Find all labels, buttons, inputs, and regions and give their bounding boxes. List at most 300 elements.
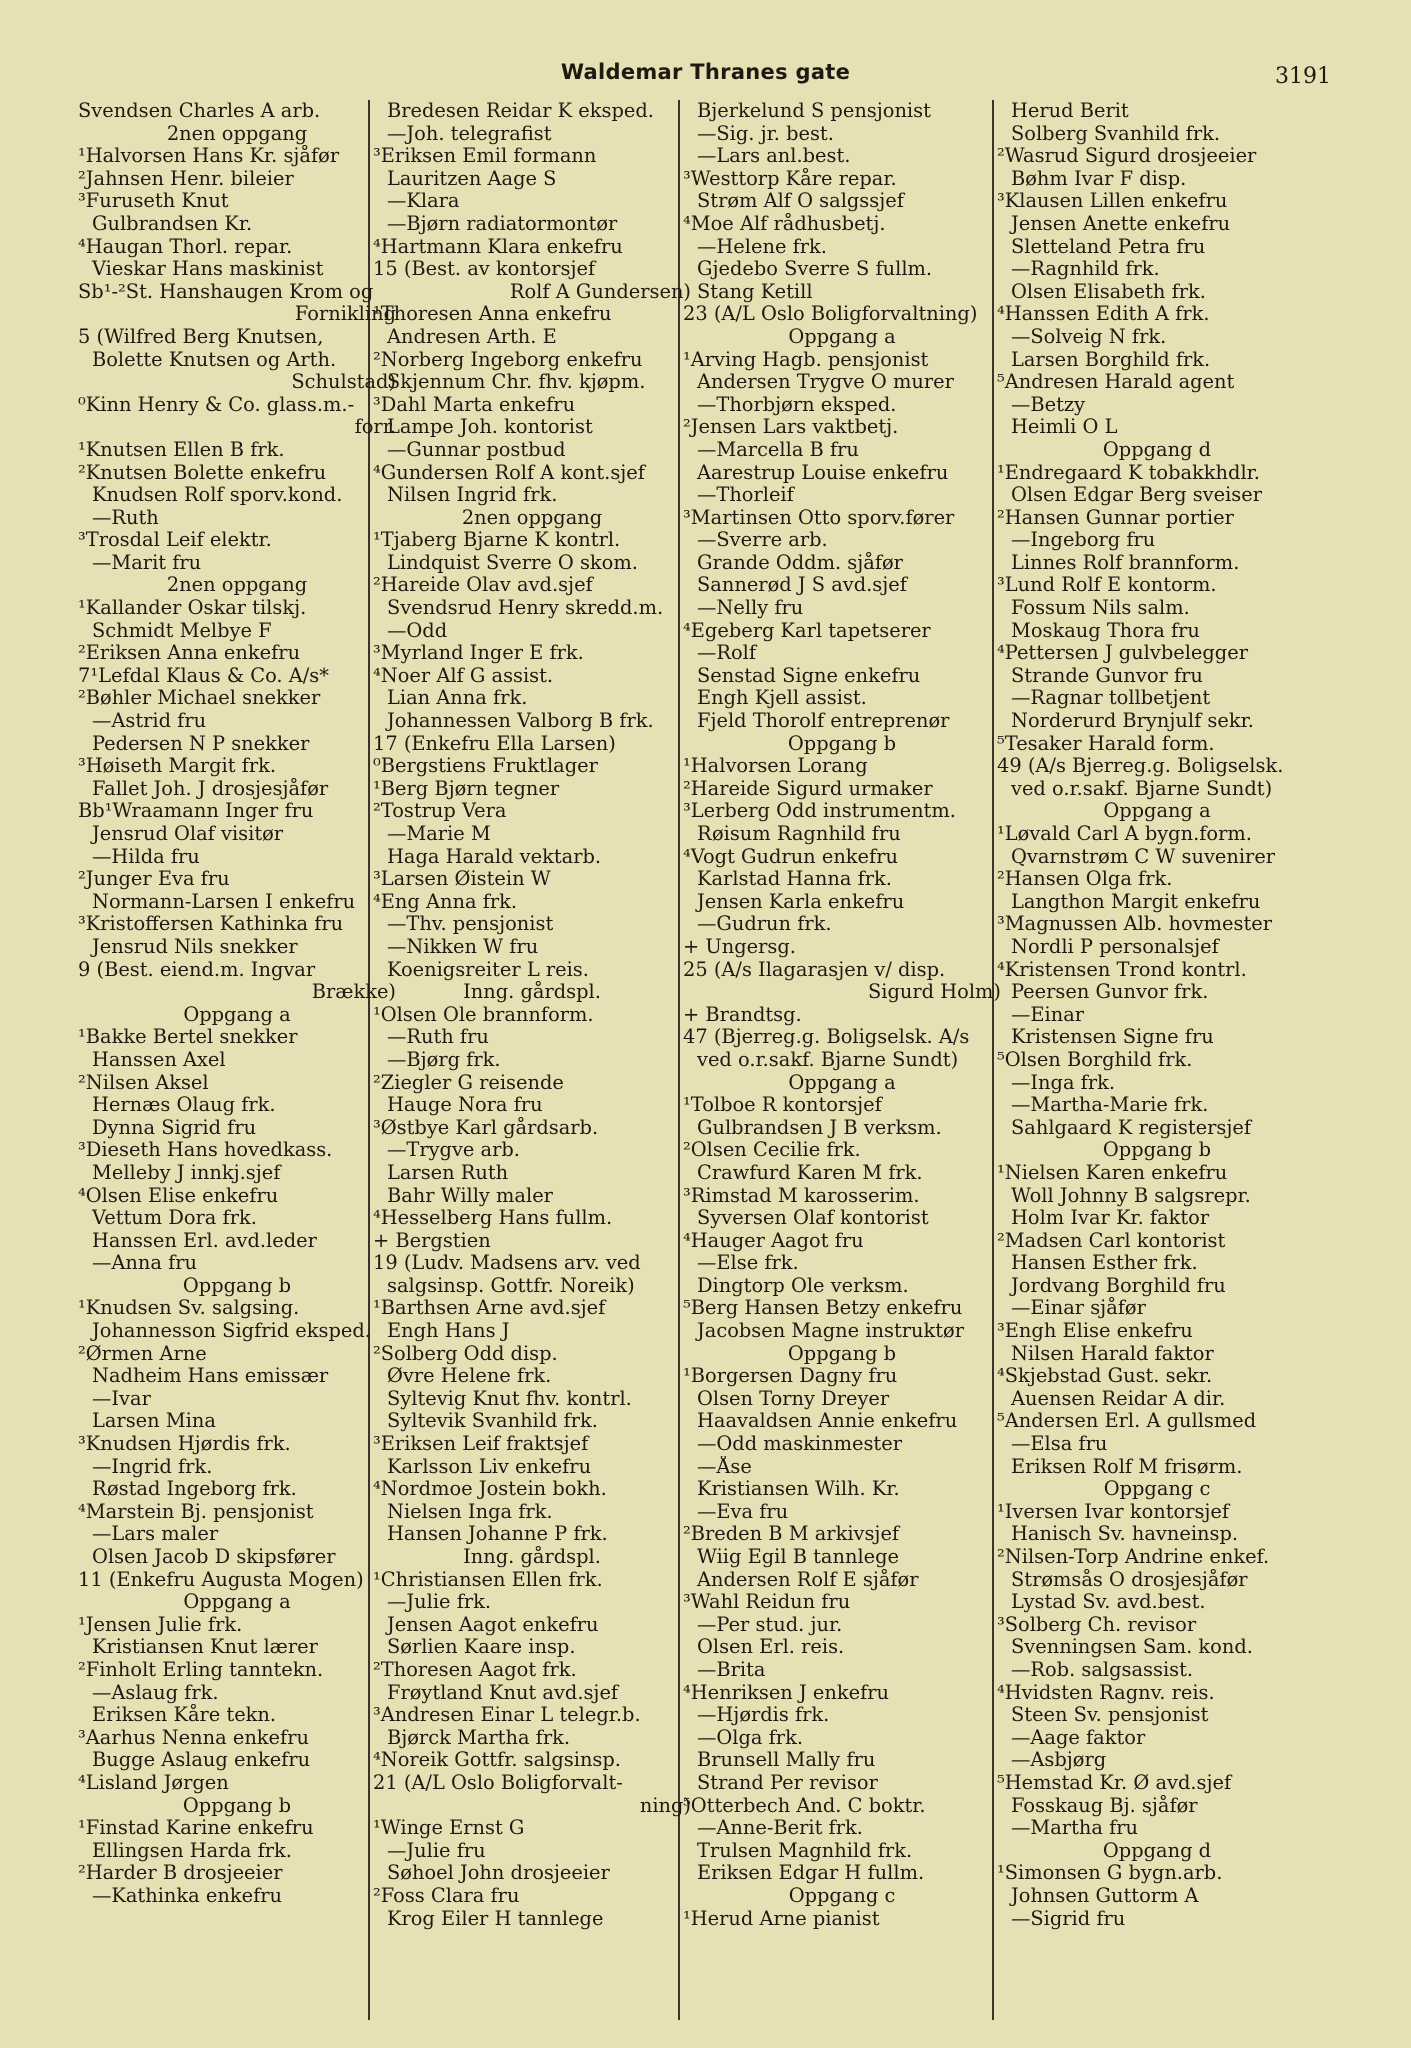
directory-entry: ⁴Hauger Aagot fru xyxy=(683,1229,864,1252)
directory-entry: ved o.r.sakf. Bjarne Sundt) xyxy=(1011,777,1273,800)
directory-column-2 xyxy=(373,100,691,2015)
directory-entry: Rolf A Gundersen) xyxy=(509,280,691,303)
directory-entry: Lauritzen Aage S xyxy=(387,167,557,190)
directory-entry: Eriksen Rolf M frisørm. xyxy=(1011,1455,1243,1478)
directory-entry: ¹Halvorsen Hans Kr. sjåfør xyxy=(78,145,340,168)
directory-entry: ⁴Hanssen Edith A frk. xyxy=(997,303,1210,326)
directory-entry: Olsen Torny Dreyer xyxy=(697,1387,890,1410)
directory-entry: ²Madsen Carl kontorist xyxy=(997,1229,1226,1252)
directory-entry: Engh Kjell assist. xyxy=(697,687,867,710)
directory-entry: ²Harder B drosjeeier xyxy=(78,1862,283,1885)
directory-entry: Woll Johnny B salgsrepr. xyxy=(1011,1184,1251,1207)
directory-entry: ³Østbye Karl gårdsarb. xyxy=(373,1116,599,1139)
directory-entry: Steen Sv. pensjonist xyxy=(1011,1704,1209,1727)
directory-entry: —Eva fru xyxy=(697,1500,789,1523)
directory-entry: ³Klausen Lillen enkefru xyxy=(997,190,1228,213)
directory-entry: ²Hansen Gunnar portier xyxy=(997,506,1234,529)
directory-entry: Strøm Alf O salgssjef xyxy=(697,190,904,213)
directory-entry: Oppgang a xyxy=(1103,800,1211,823)
directory-entry: Karlstad Hanna frk. xyxy=(697,868,892,891)
directory-entry: —Aage faktor xyxy=(1011,1726,1146,1749)
directory-entry: Koenigsreiter L reis. xyxy=(387,958,589,981)
directory-entry: Normann-Larsen I enkefru xyxy=(92,890,356,913)
directory-entry: Lystad Sv. avd.best. xyxy=(1011,1591,1206,1614)
directory-entry: Grande Oddm. sjåfør xyxy=(697,551,903,574)
directory-entry: ³Magnussen Alb. hovmester xyxy=(997,913,1273,936)
directory-entry: ⁴Eng Anna frk. xyxy=(373,890,518,913)
directory-entry: ¹Iversen Ivar kontorsjef xyxy=(997,1500,1230,1523)
directory-entry: ¹Nielsen Karen enkefru xyxy=(997,1161,1228,1184)
directory-entry: Hanssen Axel xyxy=(92,1048,226,1071)
directory-entry: Røisum Ragnhild fru xyxy=(697,823,901,845)
directory-entry: —Betzy xyxy=(1011,393,1086,416)
directory-entry: —Rob. salgsassist. xyxy=(1011,1658,1194,1681)
directory-entry: Bøhm Ivar F disp. xyxy=(1011,167,1187,190)
directory-entry: ¹Barthsen Arne avd.sjef xyxy=(373,1297,606,1320)
directory-entry: —Solveig N frk. xyxy=(1011,325,1167,348)
directory-entry: ⁵Berg Hansen Betzy enkefru xyxy=(683,1297,963,1320)
directory-entry: ³Engh Elise enkefru xyxy=(997,1320,1193,1343)
directory-entry: ⁵Andersen Erl. A gullsmed xyxy=(997,1410,1257,1433)
directory-entry: —Ruth fru xyxy=(387,1026,489,1049)
directory-entry: Nordli P personalsjef xyxy=(1011,935,1219,958)
directory-entry: Olsen Elisabeth frk. xyxy=(1011,280,1206,303)
directory-entry: ²Eriksen Anna enkefru xyxy=(78,642,301,665)
directory-entry: Hauge Nora fru xyxy=(387,1094,543,1117)
directory-entry: + Ungersg. xyxy=(683,935,796,958)
directory-entry: ⁴Egeberg Karl tapetserer xyxy=(683,619,931,642)
directory-entry: Johnsen Guttorm A xyxy=(1011,1884,1199,1907)
directory-entry: 9 (Best. eiend.m. Ingvar xyxy=(78,958,316,981)
directory-entry: ¹Borgersen Dagny fru xyxy=(683,1365,898,1388)
directory-entry: Bahr Willy maler xyxy=(387,1184,553,1207)
directory-entry: ⁵Olsen Borghild frk. xyxy=(997,1048,1193,1071)
directory-entry: Oppgang a xyxy=(788,1071,896,1094)
directory-entry: ³Aarhus Nenna enkefru xyxy=(78,1726,309,1749)
directory-entry: ³Eriksen Leif fraktsjef xyxy=(373,1433,589,1456)
directory-entry: ³Kristoffersen Kathinka fru xyxy=(78,913,344,936)
directory-entry: —Anna fru xyxy=(92,1252,198,1275)
directory-entry: ¹Tolboe R kontorsjef xyxy=(683,1094,882,1117)
directory-entry: Jacobsen Magne instruktør xyxy=(697,1320,964,1343)
directory-entry: Fossum Nils salm. xyxy=(1011,597,1190,620)
directory-entry: Hansen Esther frk. xyxy=(1011,1252,1198,1275)
directory-entry: Oppgang d xyxy=(1102,438,1212,461)
directory-entry: ²Jahnsen Henr. bileier xyxy=(78,167,294,190)
directory-entry: Fallet Joh. J drosjesjåfør xyxy=(92,777,329,800)
directory-entry: —Odd maskinmester xyxy=(697,1433,902,1456)
directory-entry: Øvre Helene frk. xyxy=(387,1365,552,1388)
directory-column-4 xyxy=(997,100,1317,2015)
directory-entry: Gulbrandsen J B verksm. xyxy=(697,1116,942,1139)
directory-entry: ³Myrland Inger E frk. xyxy=(373,642,584,665)
directory-entry: —Marcella B fru xyxy=(697,438,859,461)
directory-entry: —Hilda fru xyxy=(92,845,200,868)
directory-entry: —Trygve arb. xyxy=(387,1139,520,1162)
directory-entry: Vieskar Hans maskinist xyxy=(92,258,324,281)
directory-entry: ²Hansen Olga frk. xyxy=(997,868,1173,891)
directory-entry: Kristensen Signe fru xyxy=(1011,1026,1214,1049)
directory-entry: ²Nilsen-Torp Andrine enkef. xyxy=(997,1546,1270,1568)
directory-entry: ⁴Kristensen Trond kontrl. xyxy=(997,958,1247,981)
directory-entry: Bjørck Martha frk. xyxy=(387,1726,571,1749)
directory-entry: ¹Halvorsen Lorang xyxy=(683,755,868,778)
directory-entry: Syltevik Svanhild frk. xyxy=(387,1410,598,1433)
directory-entry: —Thorleif xyxy=(697,484,794,507)
directory-entry: ⁴Henriksen J enkefru xyxy=(683,1681,890,1704)
directory-entry: —Åse xyxy=(697,1455,752,1478)
directory-entry: Kristiansen Wilh. Kr. xyxy=(697,1478,900,1501)
directory-entry: Sahlgaard K registersjef xyxy=(1011,1116,1252,1139)
directory-entry: ³Lund Rolf E kontorm. xyxy=(997,574,1217,597)
directory-entry: + Brandtsg. xyxy=(683,1003,802,1026)
directory-entry: Oppgang a xyxy=(788,325,896,348)
directory-entry: Herud Berit xyxy=(1011,100,1129,122)
directory-entry: Røstad Ingeborg frk. xyxy=(92,1478,297,1501)
directory-entry: —Asbjørg xyxy=(1011,1749,1107,1772)
directory-entry: Larsen Mina xyxy=(92,1410,216,1433)
directory-entry: Nadheim Hans emissær xyxy=(92,1365,329,1388)
directory-entry: —Gudrun frk. xyxy=(697,913,832,936)
directory-entry: Haga Harald vektarb. xyxy=(387,845,602,868)
directory-entry: Jensen Aagot enkefru xyxy=(387,1613,599,1636)
directory-entry: 19 (Ludv. Madsens arv. ved xyxy=(373,1252,641,1275)
directory-entry: Pedersen N P snekker xyxy=(92,732,310,755)
directory-entry: Ellingsen Harda frk. xyxy=(92,1839,292,1862)
directory-entry: ¹Arving Hagb. pensjonist xyxy=(683,348,929,371)
directory-entry: ²Thoresen Aagot frk. xyxy=(373,1658,577,1681)
directory-entry: Schmidt Melbye F xyxy=(92,619,272,642)
directory-entry: ¹Winge Ernst G xyxy=(373,1817,525,1840)
directory-entry: —Brita xyxy=(697,1658,766,1681)
directory-entry: Linnes Rolf brannform. xyxy=(1011,551,1240,574)
directory-entry: Solberg Svanhild frk. xyxy=(1011,122,1221,145)
directory-entry: 49 (A/s Bjerreg.g. Boligselsk. xyxy=(997,755,1284,778)
directory-entry: ⁴Vogt Gudrun enkefru xyxy=(683,845,898,868)
directory-entry: ³Lerberg Odd instrumentm. xyxy=(683,800,956,823)
directory-entry: —Martha fru xyxy=(1011,1817,1139,1840)
directory-entry: Qvarnstrøm C W suvenirer xyxy=(1011,845,1276,868)
directory-entry: ²Solberg Odd disp. xyxy=(373,1342,558,1365)
directory-entry: Oppgang a xyxy=(183,1591,291,1614)
directory-entry: Aarestrup Louise enkefru xyxy=(697,461,949,484)
directory-entry: Eriksen Edgar H fullm. xyxy=(697,1862,925,1885)
directory-entry: Sørlien Kaare insp. xyxy=(387,1636,576,1659)
directory-entry: —Martha-Marie frk. xyxy=(1011,1094,1209,1117)
directory-column-1 xyxy=(78,100,396,2015)
directory-entry: Bugge Aslaug enkefru xyxy=(92,1749,311,1772)
directory-entry: —Olga frk. xyxy=(697,1726,803,1749)
directory-entry: Svendsen Charles A arb. xyxy=(78,100,321,122)
directory-entry: Moskaug Thora fru xyxy=(1011,619,1200,642)
directory-entry: ⁴Hartmann Klara enkefru xyxy=(373,235,623,258)
directory-entry: Andersen Rolf E sjåfør xyxy=(697,1568,919,1591)
directory-entry: ²Wasrud Sigurd drosjeeier xyxy=(997,145,1257,168)
directory-entry: ning) xyxy=(639,1794,691,1817)
directory-entry: —Ragnar tollbetjent xyxy=(1011,687,1211,710)
directory-entry: Andersen Trygve O murer xyxy=(697,371,954,394)
directory-entry: Strømsås O drosjesjåfør xyxy=(1011,1568,1248,1591)
directory-entry: ²Hareide Olav avd.sjef xyxy=(373,574,593,597)
directory-entry: Sigurd Holm) xyxy=(868,981,1001,1004)
directory-entry: ³Dahl Marta enkefru xyxy=(373,393,576,416)
directory-entry: Hansen Johanne P frk. xyxy=(387,1523,608,1546)
directory-entry: ⁴Pettersen J gulvbelegger xyxy=(997,642,1248,665)
directory-entry: Crawfurd Karen M frk. xyxy=(697,1161,923,1184)
directory-entry: Johannesson Sigfrid eksped. xyxy=(92,1320,371,1343)
directory-entry: —Sverre arb. xyxy=(697,529,828,552)
directory-entry: ³Solberg Ch. revisor xyxy=(997,1613,1197,1636)
directory-entry: —Per stud. jur. xyxy=(697,1613,843,1636)
directory-entry: Skjennum Chr. fhv. kjøpm. xyxy=(387,371,646,394)
directory-entry: Sannerød J S avd.sjef xyxy=(697,574,907,597)
directory-entry: Wiig Egil B tannlege xyxy=(697,1546,900,1568)
directory-entry: Bjerkelund S pensjonist xyxy=(697,100,931,122)
directory-entry: ³Andresen Einar L telegr.b. xyxy=(373,1704,641,1727)
street-title: Waldemar Thranes gate xyxy=(560,60,851,84)
directory-entry: ¹Knudsen Sv. salgsing. xyxy=(78,1297,300,1320)
directory-entry: Oppgang b xyxy=(182,1274,292,1297)
directory-entry: ¹Christiansen Ellen frk. xyxy=(373,1568,603,1591)
directory-entry: salgsinsp. Gottfr. Noreik) xyxy=(387,1274,635,1297)
directory-entry: —Sigrid fru xyxy=(1011,1907,1126,1930)
directory-entry: Senstad Signe enkefru xyxy=(697,664,921,687)
directory-entry: 15 (Best. av kontorsjef xyxy=(373,258,596,281)
directory-entry: ³Westtorp Kåre repar. xyxy=(683,167,897,190)
directory-entry: ⁵Otterbech And. C boktr. xyxy=(683,1794,926,1817)
directory-entry: Nielsen Inga frk. xyxy=(387,1500,553,1523)
directory-entry: Fornikling xyxy=(294,303,396,326)
directory-entry: ⁴Nordmoe Jostein bokh. xyxy=(373,1478,607,1501)
directory-entry: Nilsen Ingrid frk. xyxy=(387,484,558,507)
directory-entry: Engh Hans J xyxy=(387,1320,510,1343)
directory-entry: 2nen oppgang xyxy=(166,122,308,145)
directory-entry: Syltevig Knut fhv. kontrl. xyxy=(387,1387,632,1410)
directory-entry: —Odd xyxy=(387,619,448,642)
directory-entry: ⁰Kinn Henry & Co. glass.m.- xyxy=(78,393,355,416)
directory-entry: Peersen Gunvor frk. xyxy=(1011,981,1209,1004)
directory-entry: ²Bøhler Michael snekker xyxy=(78,687,321,710)
directory-entry: —Nikken W fru xyxy=(387,935,539,958)
directory-entry: —Julie frk. xyxy=(387,1591,492,1614)
directory-entry: Norderurd Brynjulf sekr. xyxy=(1011,710,1254,733)
directory-entry: —Anne-Berit frk. xyxy=(697,1817,863,1840)
directory-entry: ¹Berg Bjørn tegner xyxy=(373,777,560,800)
directory-entry: —Aslaug frk. xyxy=(92,1681,219,1704)
directory-entry: ²Foss Clara fru xyxy=(373,1884,520,1907)
directory-entry: Oppgang c xyxy=(788,1884,896,1907)
directory-entry: ¹Tjaberg Bjarne K kontrl. xyxy=(373,529,621,552)
directory-entry: 5 (Wilfred Berg Knutsen, xyxy=(78,325,324,348)
directory-entry: Langthon Margit enkefru xyxy=(1011,890,1261,913)
directory-entry: —Julie fru xyxy=(387,1839,486,1862)
directory-entry: ²Junger Eva fru xyxy=(78,868,230,891)
directory-entry: Bolette Knutsen og Arth. xyxy=(92,348,337,371)
directory-entry: ⁴Moe Alf rådhusbetj. xyxy=(683,212,886,235)
directory-entry: Larsen Borghild frk. xyxy=(1011,348,1211,371)
directory-entry: —Einar sjåfør xyxy=(1011,1297,1146,1320)
directory-entry: —Hjørdis frk. xyxy=(697,1704,830,1727)
directory-entry: —Nelly fru xyxy=(697,597,804,620)
directory-entry: Jensen Anette enkefru xyxy=(1011,212,1231,235)
directory-entry: 2nen oppgang xyxy=(166,574,308,597)
directory-entry: —Elsa fru xyxy=(1011,1433,1108,1456)
directory-entry: Auensen Reidar A dir. xyxy=(1011,1387,1226,1410)
directory-entry: 47 (Bjerreg.g. Boligselsk. A/s xyxy=(683,1026,970,1049)
directory-entry: Jensen Karla enkefru xyxy=(697,890,905,913)
directory-entry: ¹Thoresen Anna enkefru xyxy=(373,303,612,326)
directory-entry: ⁰Bergstiens Fruktlager xyxy=(373,755,598,778)
directory-entry: Heimli O L xyxy=(1011,416,1118,439)
directory-entry: ⁵Tesaker Harald form. xyxy=(997,732,1215,755)
directory-entry: Hernæs Olaug frk. xyxy=(92,1094,276,1117)
directory-entry: Bb¹Wraamann Inger fru xyxy=(78,800,314,823)
directory-entry: Gjedebo Sverre S fullm. xyxy=(697,258,933,281)
directory-entry: —Thv. pensjonist xyxy=(387,913,554,936)
directory-entry: Fosskaug Bj. sjåfør xyxy=(1011,1794,1198,1817)
directory-entry: Johannessen Valborg B frk. xyxy=(387,710,654,733)
directory-entry: ²Olsen Cecilie frk. xyxy=(683,1139,861,1162)
directory-entry: ¹Bakke Bertel snekker xyxy=(78,1026,298,1049)
directory-entry: —Ingeborg fru xyxy=(1011,529,1156,552)
directory-entry: ¹Løvald Carl A bygn.form. xyxy=(997,823,1252,845)
directory-entry: ⁴Marstein Bj. pensjonist xyxy=(78,1500,314,1523)
directory-entry: —Joh. telegrafist xyxy=(387,122,552,145)
directory-entry: Oppgang b xyxy=(787,732,897,755)
directory-entry: Hanisch Sv. havneinsp. xyxy=(1011,1523,1239,1546)
directory-entry: ³Eriksen Emil formann xyxy=(373,145,597,168)
directory-entry: Oppgang d xyxy=(1102,1839,1212,1862)
directory-entry: ⁴Gundersen Rolf A kont.sjef xyxy=(373,461,645,484)
directory-entry: Fjeld Thorolf entreprenør xyxy=(697,710,950,733)
directory-entry: ⁴Skjebstad Gust. sekr. xyxy=(997,1365,1213,1388)
directory-entry: —Else frk. xyxy=(697,1252,799,1275)
directory-entry: ³Larsen Øistein W xyxy=(373,868,551,891)
directory-entry: Brunsell Mally fru xyxy=(697,1749,876,1772)
directory-entry: Karlsson Liv enkefru xyxy=(387,1455,592,1478)
directory-entry: —Ruth xyxy=(92,506,159,529)
directory-entry: —Klara xyxy=(387,190,460,213)
directory-entry: Lian Anna frk. xyxy=(387,687,528,710)
directory-column-3 xyxy=(683,100,1001,2015)
directory-entry: Oppgang a xyxy=(183,1003,291,1026)
directory-entry: —Astrid fru xyxy=(92,710,207,733)
directory-entry: Oppgang b xyxy=(787,1342,897,1365)
directory-entry: Svenningsen Sam. kond. xyxy=(1011,1636,1253,1659)
directory-entry: ³Knudsen Hjørdis frk. xyxy=(78,1433,291,1456)
directory-entry: Bredesen Reidar K eksped. xyxy=(387,100,654,122)
directory-entry: —Gunnar postbud xyxy=(387,438,566,461)
directory-entry: 21 (A/L Oslo Boligforvalt- xyxy=(373,1771,623,1794)
directory-entry: —Bjørn radiatormontør xyxy=(387,212,618,235)
directory-entry: Olsen Jacob D skipsfører xyxy=(92,1546,336,1568)
directory-entry: Sb¹-²St. Hanshaugen Krom og xyxy=(78,280,374,303)
directory-entry: Inng. gårdspl. xyxy=(463,981,601,1004)
directory-entry: Lampe Joh. kontorist xyxy=(387,416,593,439)
directory-entry: Dynna Sigrid fru xyxy=(92,1116,257,1139)
directory-entry: ²Ziegler G reisende xyxy=(373,1071,564,1094)
directory-entry: —Ivar xyxy=(92,1387,151,1410)
directory-entry: ⁴Noer Alf G assist. xyxy=(373,664,554,687)
directory-entry: —Ingrid frk. xyxy=(92,1455,213,1478)
directory-entry: —Helene frk. xyxy=(697,235,827,258)
directory-entry: Stang Ketill xyxy=(697,280,813,303)
directory-entry: —Lars maler xyxy=(92,1523,219,1546)
directory-entry: —Sig. jr. best. xyxy=(697,122,834,145)
directory-entry: Oppgang b xyxy=(1102,1139,1212,1162)
directory-entry: ⁴Lisland Jørgen xyxy=(78,1771,229,1794)
directory-entry: ²Norberg Ingeborg enkefru xyxy=(373,348,643,371)
directory-entry: Trulsen Magnhild frk. xyxy=(697,1839,913,1862)
directory-entry: Hanssen Erl. avd.leder xyxy=(92,1229,317,1252)
directory-entry: ¹Kallander Oskar tilskj. xyxy=(78,597,307,620)
directory-entry: —Lars anl.best. xyxy=(697,145,851,168)
directory-entry: 17 (Enkefru Ella Larsen) xyxy=(373,732,616,755)
directory-entry: ³Dieseth Hans hovedkass. xyxy=(78,1139,333,1162)
directory-entry: Lindquist Sverre O skom. xyxy=(387,551,638,574)
directory-entry: ²Ørmen Arne xyxy=(78,1342,207,1365)
directory-entry: forr. xyxy=(354,416,396,439)
directory-entry: ⁵Hemstad Kr. Ø avd.sjef xyxy=(997,1771,1232,1794)
directory-entry: Oppgang c xyxy=(1103,1478,1211,1501)
directory-entry: ²Tostrup Vera xyxy=(373,800,507,823)
directory-entry: ³Wahl Reidun fru xyxy=(683,1591,851,1614)
directory-entry: ⁴Noreik Gottfr. salgsinsp. xyxy=(373,1749,621,1772)
directory-entry: —Ragnhild frk. xyxy=(1011,258,1160,281)
directory-entry: Strand Per revisor xyxy=(697,1771,878,1794)
directory-entry: Strande Gunvor fru xyxy=(1011,664,1203,687)
directory-entry: Knudsen Rolf sporv.kond. xyxy=(92,484,343,507)
directory-entry: Krog Eiler H tannlege xyxy=(387,1907,604,1930)
directory-entry: ³Martinsen Otto sporv.fører xyxy=(683,506,955,529)
directory-entry: —Bjørg frk. xyxy=(387,1048,501,1071)
directory-entry: ¹Endregaard K tobakkhdlr. xyxy=(997,461,1260,484)
directory-entry: Dingtorp Ole verksm. xyxy=(697,1274,909,1297)
directory-entry: Brække) xyxy=(311,981,396,1004)
directory-entry: ¹Simonsen G bygn.arb. xyxy=(997,1862,1223,1885)
directory-entry: ³Rimstad M karosserim. xyxy=(683,1184,920,1207)
directory-entry: Kristiansen Knut lærer xyxy=(92,1636,318,1659)
directory-entry: Syversen Olaf kontorist xyxy=(697,1207,929,1230)
directory-entry: ¹Olsen Ole brannform. xyxy=(373,1003,594,1026)
directory-entry: ⁴Hesselberg Hans fullm. xyxy=(373,1207,613,1230)
directory-entry: Frøytland Knut avd.sjef xyxy=(387,1681,619,1704)
directory-entry: ¹Herud Arne pianist xyxy=(683,1907,880,1930)
directory-entry: ⁵Andresen Harald agent xyxy=(997,371,1235,394)
directory-entry: 23 (A/L Oslo Boligforvaltning) xyxy=(683,303,978,326)
directory-entry: Jensrud Olaf visitør xyxy=(92,823,284,845)
directory-entry: 7¹Lefdal Klaus & Co. A/s* xyxy=(78,664,329,687)
directory-entry: Svendsrud Henry skredd.m. xyxy=(387,597,664,620)
directory-entry: ⁴Haugan Thorl. repar. xyxy=(78,235,293,258)
directory-entry: ⁴Hvidsten Ragnv. reis. xyxy=(997,1681,1215,1704)
directory-entry: ²Hareide Sigurd urmaker xyxy=(683,777,933,800)
directory-entry: Melleby J innkj.sjef xyxy=(92,1161,281,1184)
directory-entry: Eriksen Kåre tekn. xyxy=(92,1704,277,1727)
directory-entry: Nilsen Harald faktor xyxy=(1011,1342,1214,1365)
directory-entry: Sletteland Petra fru xyxy=(1011,235,1206,258)
directory-entry: Olsen Erl. reis. xyxy=(697,1636,845,1659)
directory-entry: Jordvang Borghild fru xyxy=(1011,1274,1226,1297)
directory-entry: Gulbrandsen Kr. xyxy=(92,212,253,235)
directory-entry: ²Finholt Erling tanntekn. xyxy=(78,1658,324,1681)
directory-entry: ⁴Olsen Elise enkefru xyxy=(78,1184,279,1207)
directory-entry: Inng. gårdspl. xyxy=(463,1546,601,1568)
directory-entry: + Bergstien xyxy=(373,1229,491,1252)
directory-entry: Schulstad) xyxy=(291,371,396,394)
directory-entry: Søhoel John drosjeeier xyxy=(387,1862,610,1885)
directory-entry: Holm Ivar Kr. faktor xyxy=(1011,1207,1210,1230)
